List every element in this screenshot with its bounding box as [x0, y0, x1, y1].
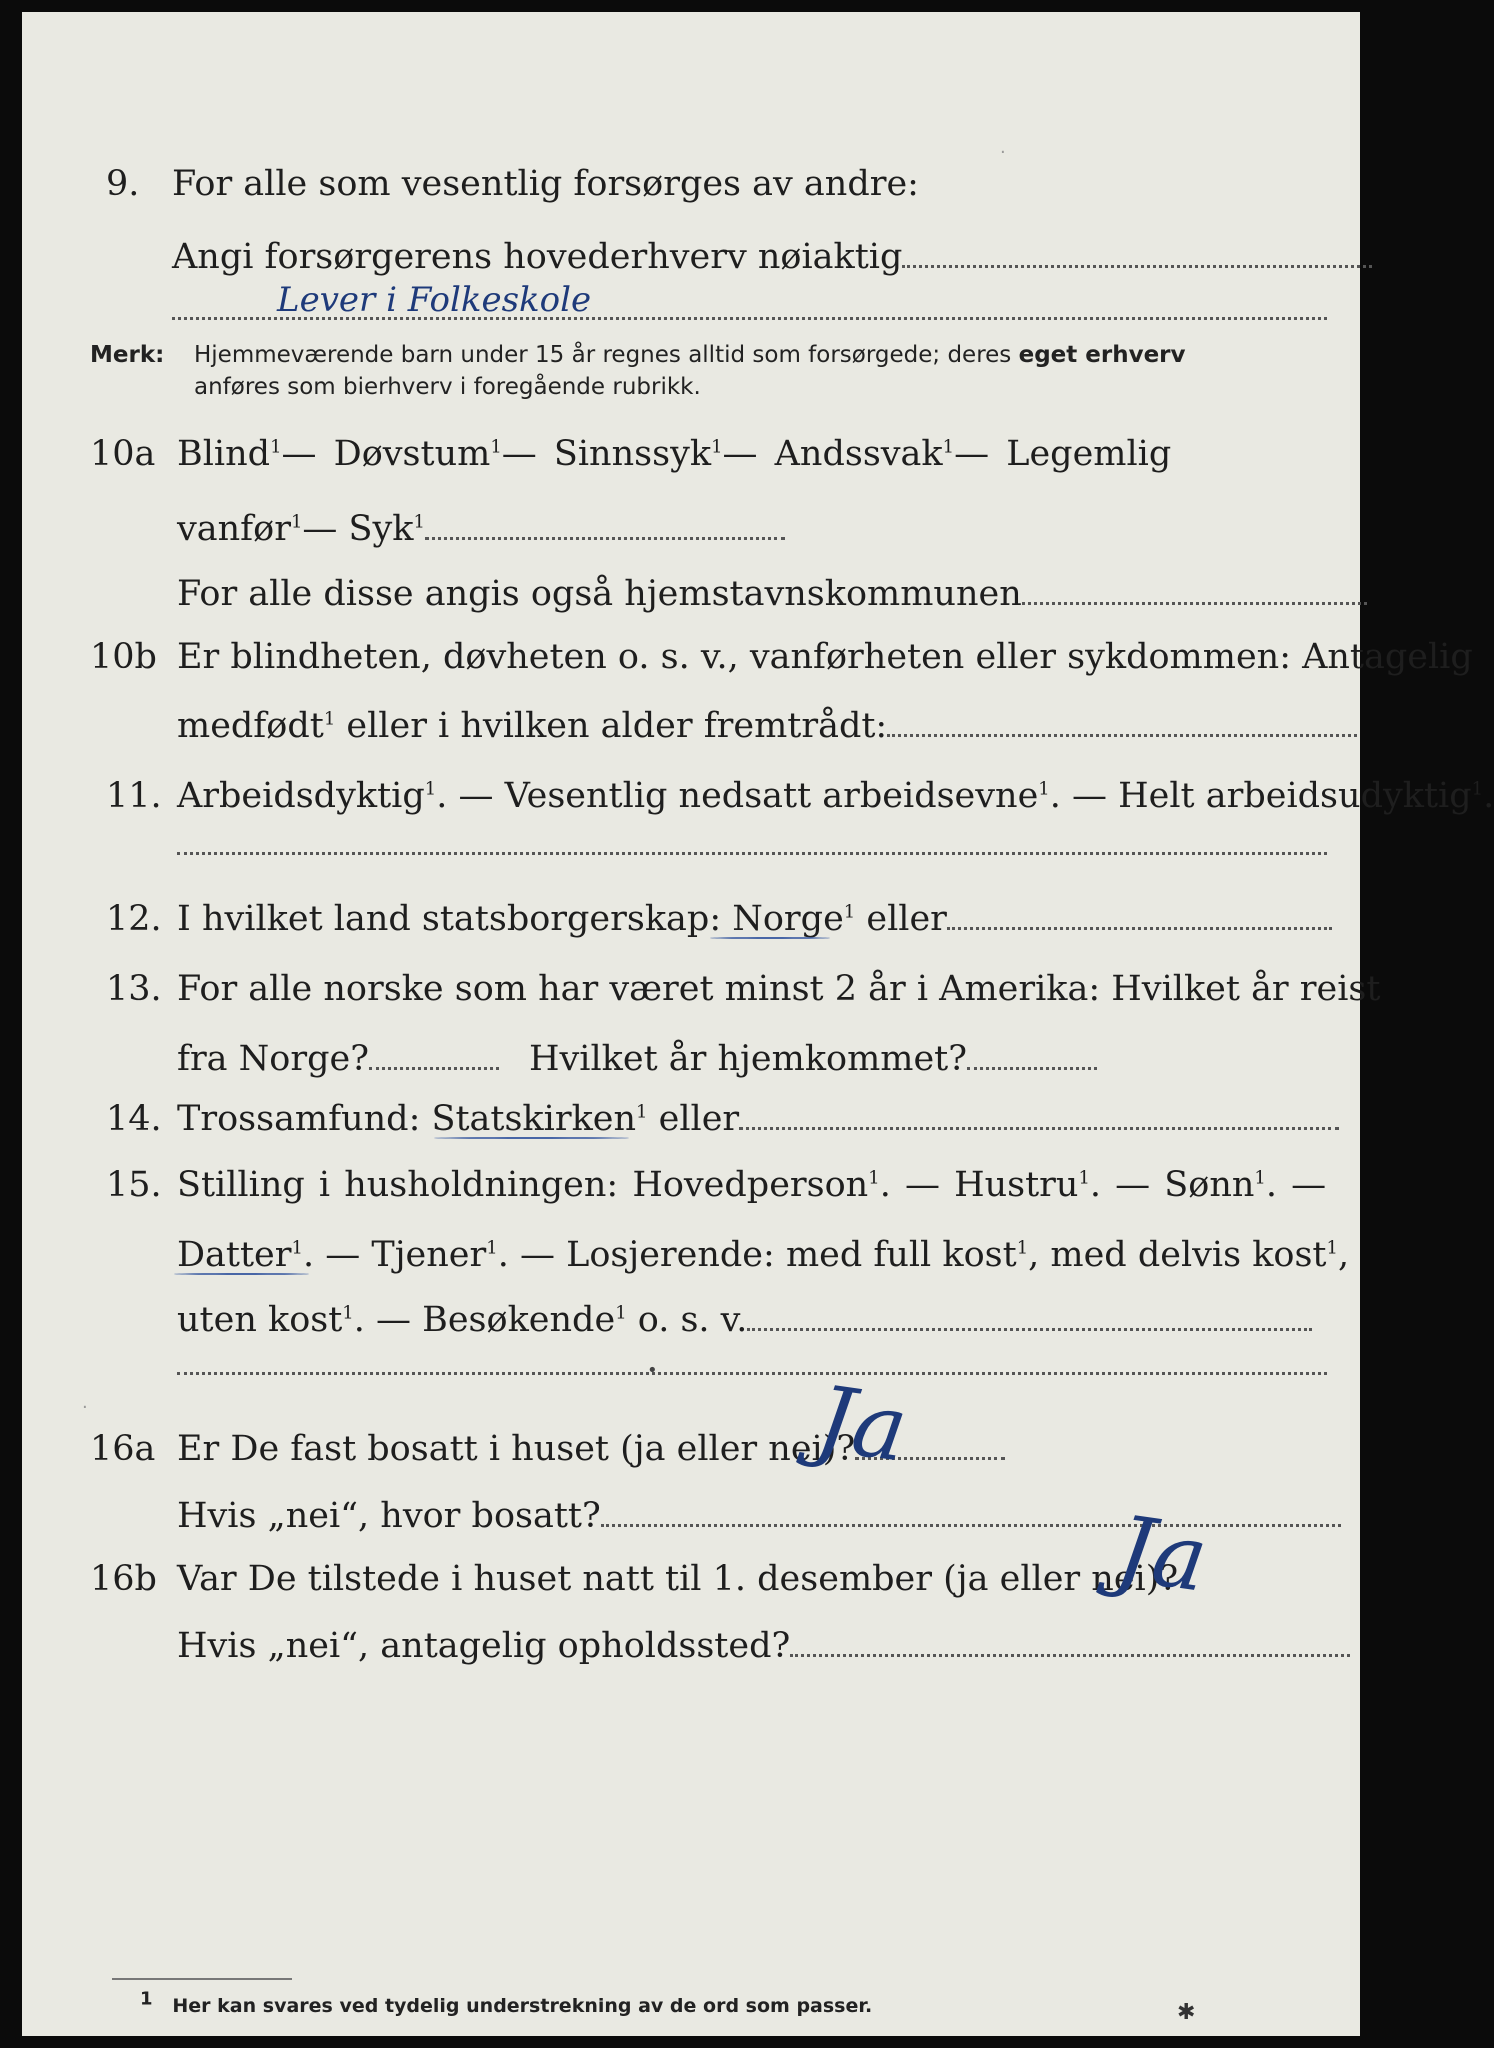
- norge-underline: [710, 937, 830, 939]
- option-blind[interactable]: Blind: [177, 434, 271, 474]
- question-16b-line2: Hvis „nei“, antagelig opholdssted?: [177, 1629, 1350, 1664]
- question-9-text: For alle som vesentlig forsørges av andre:: [172, 164, 919, 204]
- question-13-line1: For alle norske som har været minst 2 år i Amerika: Hvilket år reist: [177, 969, 1381, 1009]
- question-9: [106, 164, 140, 204]
- footnote: [140, 1988, 873, 2017]
- question-11-number: 11.: [106, 776, 162, 816]
- question-10a-number: 10a: [90, 434, 156, 474]
- option-sinnssyk[interactable]: — Sinnssyk: [501, 434, 712, 474]
- option-datter[interactable]: Datter: [177, 1235, 292, 1275]
- question-11-line: Arbeidsdyktig$^1$. — Vesentlig nedsatt arbeidsevne$^1$. — Helt arbeidsudyktig$^1$.: [177, 776, 1494, 816]
- question-16a-line1: Er De fast bosatt i huset (ja eller nei)?: [177, 1432, 1005, 1467]
- question-16b-number: 16b: [90, 1559, 157, 1599]
- footnote-text: Her kan svares ved tydelig understrekning av de ord som passer.: [172, 1995, 873, 2017]
- option-hovedperson[interactable]: Stilling i husholdningen: Hovedperson: [177, 1165, 869, 1205]
- note-merk-label: Merk:: [90, 342, 165, 368]
- question-10a-line1: Blind$^1$— Døvstum$^1$— Sinnssyk$^1$— Andssvak$^1$— Legemlig: [177, 434, 1172, 474]
- note-merk-line2: anføres som bierhverv i foregående rubrikk.: [194, 374, 701, 400]
- option-dovstum[interactable]: — Døvstum: [281, 434, 491, 474]
- option-uten-kost[interactable]: uten kost: [177, 1300, 343, 1340]
- question-14-line: Trossamfund: Statskirken$^1$ eller: [177, 1102, 1339, 1137]
- stray-mark: ·: [1000, 142, 1006, 163]
- question-10b-number: 10b: [90, 637, 157, 677]
- footnote-mark: 1: [140, 1988, 153, 2010]
- question-9-handwritten-answer: Lever i Folkeskole: [277, 280, 592, 320]
- question-10b-line1: Er blindheten, døvheten o. s. v., vanførheten eller sykdommen: Antagelig: [177, 637, 1473, 677]
- question-12-line: I hvilket land statsborgerskap: Norge$^1$ eller: [177, 902, 1332, 937]
- question-10a-line2: vanfør$^1$— Syk$^1$: [177, 512, 785, 547]
- option-legemlig[interactable]: — Legemlig: [954, 434, 1172, 474]
- option-statskirken[interactable]: Statskirken: [431, 1099, 637, 1139]
- question-13-number: 13.: [106, 969, 162, 1009]
- question-16a-handwritten-answer: Ja: [810, 1366, 914, 1483]
- note-merk-line1: Hjemmeværende barn under 15 år regnes alltid som forsørgede; deres eget erhverv: [194, 342, 1186, 368]
- option-hustru[interactable]: . — Hustru: [879, 1165, 1079, 1205]
- option-full-kost[interactable]: . — Losjerende: med full kost: [497, 1235, 1017, 1275]
- ink-blot: ✱: [1177, 2000, 1196, 2025]
- option-udyktig[interactable]: . — Helt arbeidsudyktig: [1049, 776, 1472, 816]
- question-11-answer-line: [177, 852, 1327, 855]
- statskirken-underline: [434, 1137, 629, 1139]
- question-15-line3: uten kost$^1$. — Besøkende$^1$ o. s. v.: [177, 1303, 1312, 1338]
- question-14-number: 14.: [106, 1099, 162, 1139]
- question-15-answer-line: [177, 1372, 1327, 1375]
- option-syk[interactable]: — Syk: [302, 509, 414, 549]
- option-nedsatt[interactable]: . — Vesentlig nedsatt arbeidsevne: [436, 776, 1039, 816]
- question-12-number: 12.: [106, 899, 162, 939]
- question-15-line1: Stilling i husholdningen: Hovedperson$^1$. — Hustru$^1$. — Sønn$^1$. —: [177, 1165, 1327, 1205]
- footnote-rule: [112, 1978, 292, 1980]
- question-13-line2: fra Norge? Hvilket år hjemkommet?: [177, 1042, 1097, 1077]
- question-16b-line1: Var De tilstede i huset natt til 1. desember (ja eller nei)?: [177, 1559, 1179, 1599]
- option-norge[interactable]: Norge: [732, 899, 844, 939]
- question-16a-number: 16a: [90, 1429, 156, 1469]
- question-9-number: 9.: [106, 164, 140, 204]
- option-vanfor[interactable]: vanfør: [177, 509, 291, 549]
- datter-underline: [174, 1273, 309, 1275]
- stray-mark: ·: [82, 1397, 88, 1418]
- question-15-line2: Datter$^1$. — Tjener$^1$. — Losjerende: med full kost$^1$, med delvis kost$^1$,: [177, 1235, 1350, 1275]
- stray-mark: •: [647, 1360, 658, 1381]
- question-9-sub: Angi forsørgerens hovederhverv nøiaktig: [172, 240, 1372, 275]
- option-andssvak[interactable]: — Andssvak: [722, 434, 943, 474]
- option-tjener[interactable]: . — Tjener: [302, 1235, 487, 1275]
- census-form-page: [22, 12, 1494, 2036]
- question-16a-line2: Hvis „nei“, hvor bosatt?: [177, 1499, 1341, 1534]
- question-10b-line2: medfødt$^1$ eller i hvilken alder fremtrådt:: [177, 709, 1357, 744]
- option-besokende[interactable]: . — Besøkende: [353, 1300, 616, 1340]
- note-merk: [90, 344, 164, 367]
- question-15-number: 15.: [106, 1165, 162, 1205]
- option-delvis-kost[interactable]: , med delvis kost: [1028, 1235, 1327, 1275]
- question-9-answer-line: [172, 317, 1327, 320]
- option-arbeidsdyktig[interactable]: Arbeidsdyktig: [177, 776, 425, 816]
- question-16b-handwritten-answer: Ja: [1110, 1496, 1214, 1613]
- option-sonn[interactable]: . — Sønn: [1089, 1165, 1255, 1205]
- question-10a-line3: For alle disse angis også hjemstavnskommunen: [177, 577, 1367, 612]
